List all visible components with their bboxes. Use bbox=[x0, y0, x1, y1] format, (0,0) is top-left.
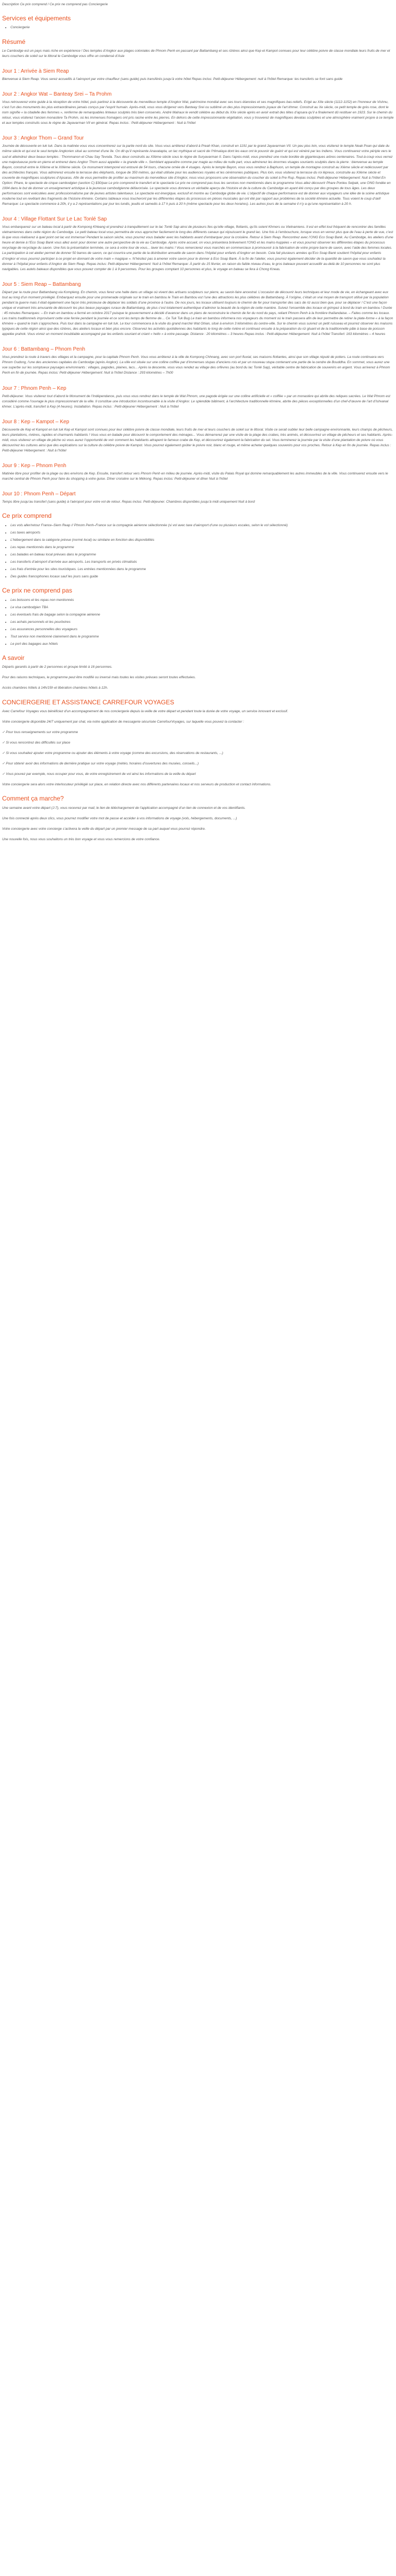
concierge-check-item: ✓ Pour obtenir avoir des informations de dernière pratique sur votre voyage (météo, horaires d’ouvertures des musées, conseils...) bbox=[2, 762, 199, 766]
concierge-heading: CONCIERGERIE ET ASSISTANCE CARREFOUR VOYAGES bbox=[2, 698, 174, 706]
list-item: • Les taxes aéroports bbox=[10, 530, 394, 536]
list-item: • Les éventuels frais de bagage selon la compagnie aérienne bbox=[10, 612, 394, 618]
concierge-check-item: ✓ Si vous rencontrez des difficultés sur place bbox=[2, 741, 71, 745]
concierge-paragraph: Votre conciergerie sera alors votre interlocuteur privilégié sur place, en relation directe avec nos différents partenaires locaux et nos serveurs de production et contact informations. bbox=[2, 783, 272, 787]
concierge-paragraph: Avec Carrefour Voyages vous bénéficiez d’un accompagnement de nos conciergerie depuis la veille de votre départ et pendant toute la durée de votre voyage, un service innovant et exclusif. bbox=[2, 709, 288, 713]
day-title: Jour 9 : Kep – Phnom Penh bbox=[2, 463, 66, 469]
day-text: Vous retrouverez votre guide à la réception de votre hôtel, puis partirez à la découverte du merveilleux temple d’Angkor Wat, patrimoine mondial avec ses tours élancées et ses magnifiques bas-reliefs. Erigé au XIIe siècle (1112-1152) en l’honneur de Vishnu, c’est l’un des monuments les plus extraordinaires jamais conçus par l’esprit humain. Après-midi, vous vous dirigerez vers Banteay Srei ou sublimé un des plus impressionnants joyaux de l’art khmer. Construit au Xe siècle, ce petit temple de grès rose, dont le nom signifie « la citadelle des femmes », renferme de remarquables linteaux sculptés très bien conservés. André Malraux le vendit célèbre au début du XXe siècle après en avoir extrait des têtes d’apsara qu’il a finalement dû restituer en 1923. Sur le chemin du retour, vous visiterez l’ancien monastère Ta Prohm, où les immenses fromagers ont pris racine entre les pierres. En dehors de cette impressionnante végétation, vous y trouverez de magnifiques devatas sculptées et une atmosphère vraiment propre à ce temple et aux temples construits sous le règne de Jayavarman VII en général. Repas inclus : Petit-déjeuner Hébergement : Nuit à l’hôtel bbox=[2, 100, 394, 125]
includes-list bbox=[10, 523, 394, 580]
concierge-check-item: ✓ Pour tous renseignements sur votre programme bbox=[2, 730, 78, 735]
list-item: • Les repas mentionnés dans le programme bbox=[10, 545, 394, 550]
day-text: Vous embarquerez sur un bateau local à partir de Kompong Khleang et prendrez à tranquillement sur le lac Tonlé Sap ainsi de plusieurs îles qu’elle village, flottants, qu’ils soient Khmers ou Vietnamiens. Il est en effet tout fréquent de rencontrer des familles vietnamiennes dans cette région du Cambodge. Le petit bateau local vous permettra de vous approcher facilement le long des différents canaux qui réjouissent le grand lac. Une fois à l’embouchure, lorsque vous en verrez plus que de l’eau à perte de vue, c’est là que vous réaliserez à quel point cet lac est immense! Pendant la saison sèche, vous pourrez vous balader avec les habitants avant d’embarquer pour la croisière. Retour à Siem Reap. Rencontrez avec l’ONG Eco Soap Bank. Au Cambodge, les ateliers d’une heure et demie à l’Eco Soap Bank vous allez avoir pour donner une autre perspective de la vie au Cambodge. Après votre accueil, on vous présentera brièvement l’ONG et les mains-huppées « et vous pourrez observer les différentes étapes du processus recyclage de recyclage du savon. Une fois la présentation terminée, ce sera à votre tour de vous... laver les mains ! Vous remercierez vous marchés en commerciaux à promouvoir à la fabrication de votre propre barre de savon, avec l’aide des femmes locales. La participation à cet atelier permet de donner 50 barres de savon, ce qui couvrira une partie de la distribution annuelle de savon dans l’hôpital pour enfants d’Angkor en besoin. Cela fait plusieurs années qu’Eco Soap Bank soutient l’hôpital pour enfants d’Angkor et vous pourrez participer à ce projet en donnant de votre main « magique ». N’hésitez pas à amener votre savon pour le donner à Eco Soap Bank. À la fin de l’atelier, vous pourrez également décider de la quantité de savon que vous souhaitez la donner à l’hôpital pour enfants d’Angkor de Siem Reap. Repas inclus: Petit-déjeuner Hébergement: Nuit à l’hôtel Remarque: À partir du 15 février, en raison du faible niveau d’eau, le gros bateaux pouvant accueillir au-delà de 10 personnes ne sont plus navigables. Les autels bateaux disponibles que vous pouvez compter de 1 à 9 personnes. Pour les groupes comptant 10 personnes et plus, le voyage en bateau se fera à Chong Kneas. bbox=[2, 225, 393, 271]
list-item: • Le port des bagages aux hôtels bbox=[10, 642, 394, 647]
day-text: Matinée libre pour profiter de la plage ou des environs de Kep. Ensuite, transfert retour vers Phnom Penh en milieu de journée. Après-midi, visite du Palais Royal qui domine remarquablement les autres immeubles de la ville. Vous continuerez ensuite vers le marché central de Phnom Penh pour faire du shopping à votre guise. Dîner croisière sur le Mékong. Repas inclus: Petit-déjeuner et dîner Nuit à l’hôtel bbox=[2, 472, 388, 481]
day-text: Découverte de Kep et Kampot en tuk tuk Kep et Kampot sont connues pour leur célèbre poivre de classe mondiale, leurs fruits de mer et leurs couchers de soleil sur le littoral. Visite ce serait oublier leur belle campagne environnante, leurs champs de pêcheurs, leurs plantations, rivières, rapides et charmants habitants ! Vous vous en balade pour découvrir le comportement des ménages... Vous démarrerez par une visite de la plage des crabes, très animés, et découvrirez un village de pêcheurs et ses habitants. Après-midi, vous visiterez un village de pêche où vous aurez l’opportunité de voir comment les habitants attrapent le fameux crabe de Kep, et découvrirez également la fabrication du sel. Vous terminerez la journée par la visite d’une plantation de poivre où vous découvrirez les cultures ainsi que des explications sur la culture du célèbre poivre de Kampot. Vous pourrez également goûter le poivre noir, blanc et rouge, et même acheter quelques souvenirs pour vos proches. Retour à Kep en fin de journée. Repas inclus : Petit-déjeuner Hébergement : Nuit à l’hôtel bbox=[2, 427, 393, 452]
day-title: Jour 5 : Siem Reap – Battambang bbox=[2, 281, 81, 287]
day-text: Bienvenue à Siem Reap. Vous serez accueillis à l’aéroport par votre chauffeur (sans guide) puis transférés jusqu’à votre hôtel Repas inclus: Petit-déjeuner Hébergement: nuit à l’hôtel Remarque: les transferts se font sans guide bbox=[2, 77, 343, 82]
page-content bbox=[0, 0, 396, 842]
services-heading: Services et équipements bbox=[2, 15, 71, 22]
savoir-paragraph: Accès chambres hôtels à 14h/15h et libération chambres hôtels à 12h. bbox=[2, 686, 108, 690]
list-item: • L’hébergement dans la catégorie prévue (normé local) ou similaire en fonction des disponibilités bbox=[10, 538, 394, 543]
comment-paragraph: Votre conciergerie avec votre concierge s’activera la veille du départ par un premier message de sa part auquel vous pourrez répondre. bbox=[2, 827, 206, 831]
day-title: Jour 6 : Battambang – Phnom Penh bbox=[2, 346, 85, 353]
day-title: Jour 2 : Angkor Wat – Banteay Srei – Ta Prohm bbox=[2, 91, 112, 98]
breadcrumb: Description Ce prix comprend / Ce prix ne comprend pas Conciergerie bbox=[2, 3, 108, 6]
day-title: Jour 3 : Angkor Thom – Grand Tour bbox=[2, 135, 84, 142]
list-item: • Conciergerie bbox=[10, 25, 394, 30]
list-item: • Tout service non mentionné clairement dans le programme bbox=[10, 634, 394, 640]
savoir-paragraph: Pour des raisons techniques, le programme peut être modifié ou inversé mais toutes les visites prévues seront toutes effectuées. bbox=[2, 676, 196, 680]
savoir-heading: A savoir bbox=[2, 654, 25, 662]
day-title: Jour 7 : Phnom Penh – Kep bbox=[2, 385, 66, 391]
concierge-check-item: ✓ Si vous souhaitez ajouter votre programme ou ajouter des éléments à votre voyage (comme des excursions, des réservations de restaurants, ...) bbox=[2, 751, 224, 756]
summary-text: Le Cambodge est un pays mais riche en expérience ! Des temples d’Angkor aux plages coloniales de Phnom Penh en passant par Battambang et ses rizières ainsi que Kep et Kampot connues pour leur célèbre poivre de classe mondiale leurs fruits de mer et leurs couchers de soleil sur le littoral le Cambodge vous offre un condensé d’Asie bbox=[2, 49, 390, 58]
concierge-check-item: ✓ Vous pouvez par exemple, nous occuper pour vous, de votre enregistrement de vol ainsi les informations de la veille du départ bbox=[2, 772, 196, 776]
comment-paragraph: Une nouvelle fois, nous vous souhaitons un très bon voyage et vous vous remercions de votre confiance. bbox=[2, 837, 160, 841]
list-item: • Les transferts d’aéroport d’arrivée aux aéroports. Les transports en privés climatisés bbox=[10, 560, 394, 565]
list-item: • Les frais d’entrée pour les sites touristiques. Les entrées mentionnées dans le programme bbox=[10, 567, 394, 572]
list-item: • Le visa cambodgien TBA bbox=[10, 605, 394, 610]
day-title: Jour 4 : Village Flottant Sur Le Lac Tonlé Sap bbox=[2, 216, 107, 223]
services-list bbox=[10, 25, 394, 30]
concierge-paragraph: Votre conciergerie disponible 24/7 uniquement par chat, via notre application de messagerie sécurisée CarrefourVoyages, sur laquelle vous pouvez la contacter : bbox=[2, 720, 244, 724]
list-item: • Les boissons et les repas non mentionnés bbox=[10, 598, 394, 603]
excludes-list bbox=[10, 598, 394, 647]
day-text: Vous prendrez la route à travers des villages et la campagne, pour la capitale Phnom Penh. Vous vous arrêterez à la ville de Kompong Chhnang, avec son port fluvial, ses maisons flottantes, ainsi que son village réputé de potiers. La route continuera vers Phnom Oudong, l’une des anciennes capitales du Cambodge (après Angkor). La ville est située sur une colline coiffée par d’immenses stupas d’anciens rois et par un nouveau stupa contenant une partie de la cendre de Bouddha. En sommet, vous aurez une vue superbe sur les somptueux paysages environnants : villages, pagodes, plaines, lacs... Après la descente, vous vous rendez au village des orfèvres (au bord du lac Tonlé Sap), véritable centre de fabrication de souvenirs en argent. Vous arriverez à Phnom Penh en fin de journée. Repas inclus: Petit-déjeuner Hébergement: Nuit à l’hôtel Distance : 293 kilomètres – 7h00 bbox=[2, 355, 390, 375]
list-item: • Les achats personnels et les pourboires bbox=[10, 620, 394, 625]
comment-paragraph: Une fois connecté après deux clics, vous pourrez modifier votre mot de passe et accéder à vos informations de voyage (vols, hébergements, documents, ...) bbox=[2, 816, 237, 820]
list-item: • Les assurances personnelles des voyageurs bbox=[10, 627, 394, 632]
day-title: Jour 1 : Arrivée à Siem Reap bbox=[2, 68, 69, 75]
list-item: • Les balades en bateau local prévues dans le programme bbox=[10, 552, 394, 558]
excludes-heading: Ce prix ne comprend pas bbox=[2, 587, 73, 595]
comment-paragraph: Une semaine avant votre départ (J-7), vous recevrez par mail, le lien de téléchargement de l’application accompagné d’un lien de connexion et de vos identifiants. bbox=[2, 806, 246, 810]
day-text: Temps libre jusqu’au transfert (sans guide) à l’aéroport pour votre vol de retour. Repas inclus: Petit-déjeuner. Chambres disponibles jusqu’à midi uniquement Nuit à bord bbox=[2, 500, 255, 504]
day-text: Départ par la route pour Battambang via Kompleng. En chemin, vous ferez une halte dans un village où vivent des artisans sculpteurs sur pierre, au savoir-faire ancestral. L’occasion de découvrir leurs techniques et leur mode de vie, en échangeant avec eux tout au long d’un moment privilégié. Embarquez ensuite pour une promenade originale sur le train en bambou le Train en Bambou est l’une des attractions les plus célèbres de Battambang. À l’origine, c’était un vrai moyen de transport utilisé par la population pendant la guerre mais il était également une façon très précieuse de déplacer les soldats d’une province à l’autre. De nos jours, les locaux utilisent toujours le chemin de fer pour transporter des sacs de riz aussi bien que, pour se déplacer ! C’est une façon unique et vraiment très amusante de découvrir les plus beaux paysages ruraux de Battambang, de plus c’est totalement authentique d’admirer la beauté de la région de cette manière. Suivez l’ensemble des locaux et grimpez à bord du train en bambou ! Durée : 45 minutes Remarques: – En train en bambou a fermé en octobre 2017 puisque le gouvernement a décidé d’avancer dans un plans de reconstruire le chemin de fer du nord du pays, reliant Phnom Penh à la frontière thaïlandaise. – Faites comme les locaux. Les trains traditionnels improvisent cette voie ferrée pendant la journée et ce sont les temps de flemme de… Ce Tuk Tuk Bug Le train en bambou informera nos voyageurs du moment où le train passera afin de leur permettre de retirer la plate-forme « à la façon khmère » quand le train s’approchera. Puis tour dans la campagne en tuk tuk. Le tour commencera à la visite du grand marché Wat Ghian, situé à environ 3 kilomètres du centre-ville. Sur le chemin vous suivrez un petit ruisseau et pourrez observer les maisons typiques de cette région ainsi que des rizières, des ateliers locaux et bien plus encore. Observez les activités quotidiennes des habitants le long de cette rivière et continuez ensuite à la préparation du riz gluant et de la traditionnelle pâte à base de poisson appelée prahok. Vous vivrez un moment inoubliable accompagné par les enfants souriant et criant « hello » à votre passage. Distance : 20 kilomètres – 3 heures Repas inclus : Petit-déjeuner Hébergement: Nuit à l’hôtel Transfert: 163 kilomètres – 4 heures bbox=[2, 290, 393, 336]
comment-heading: Comment ça marche? bbox=[2, 795, 64, 803]
day-text: Petit-déjeuner. Vous visiterez tout d’abord le Monument de l’Indépendance, puis vous vous rendrez dans le temple de Wat Phnom, une pagode érigée sur une colline artificielle et « coiffée » par un monastère qui abrite des reliques sacrées. Le Wat Phnom est considéré comme l’ouvrage le plus impressionnant de la ville. Il constitue une introduction incontournable à la visite d’Angkor. Le splendide bâtiment, à l’architecture traditionnelle khmère, abrite des pièces exceptionnelles d’un chef-d’œuvre de l’art d’Ishvanal khmer. L’après-midi, transfert à Kep (4 heures). Installation. Repas inclus : Petit-déjeuner Hébergement : Nuit à l’hôtel bbox=[2, 394, 390, 409]
summary-heading: Résumé bbox=[2, 38, 26, 45]
savoir-paragraph: Départs garantis à partir de 2 personnes et groupe limité à 16 personnes. bbox=[2, 665, 113, 669]
list-item: • Les vols aller/retour France–Siem Reap // Phnom Penh–France sur la compagnie aérienne sélectionnée (si vol avec taxe d’aéroport d’une ou plusieurs escales, selon le vol sélectionné) bbox=[10, 523, 394, 528]
includes-heading: Ce prix comprend bbox=[2, 512, 52, 520]
day-title: Jour 8 : Kep – Kampot – Kep bbox=[2, 419, 69, 425]
day-text: Journée de découverte en tuk tuk. Dans la matinée vous vous concentrerez sur la partie nord du site. Vous vous arrêterez d’abord à Preah Khan, construit en 1191 par le grand Jayavarman VII. Un peu plus loin, vous visiterez le temple Neak Poan qui date du même siècle et qui est le seul temple Angkorien situé au sommet d’une île. On dit qu’il représente Anavatapta, un lac mythique et sacré de l’Himalaya dont les eaux ont le pouvoir de guérir et qui est vénéré par les Indiens. Vous continuerez votre périple vers le sud et atteindrez deux beaux temples : Thommanon et Chau Say Tevoda. Tous deux construits au XIIème siècle sous le règne de Suryavarman II. Dans l’après-midi, vous prendrez une route bordée de gigantesques arbres centenaires. Tout-à-coup vous verrez une majestueuse porte en pierre et entrerez dans Angkor Thom aussi appelée « la grande ville ». Semblant apparaître comme par magie au milieu de nulle part, vous admirerez les énormes visages souriants sculptés dans la pierre : bienvenue au temple Bayon, construit entre le XIIème et le XIIIème siècle. Ce monument intemporel est entouré de 54 tours, chacune ornée de 4 visages. Après le temple Bayon, vous vous rendrez à Baphuon, un temple de montagne construit au XIème siècle et redécouvert par des architectes français. Vous admirerez ensuite la terrasse des éléphants, longue de 350 mètres, qui était utilisée pour les audiences royales et les cérémonies publiques. Plus loin, vous visiterez la terrasse du roi lépreux, construite au XIIème siècle et couverte de magnifiques sculptures d’Apsaras. Afin de vous permettre de profiter au maximum du merveilleux site d’Angkor, nous vous proposons une observation du coucher du soleil à Pre Rup. Repas inclus: Petit-déjeuner Hébergement: Nuit à l’hôtel En Option: Phare, le spectacle de cirque cambodgien (section C) $30/pax Le prix comprend le transfert et le spectacle Le prix ne comprend pas tous les services non mentionnés dans le programme Vous allez découvrir Phare Ponleu Selpak, une ONG fondée en 1994 dans le but de donner un enseignement artistique à la jeunesse cambodgienne défavorisée. Le spectacle vous donnera un véritable aperçu de l’histoire et de la culture du Cambodge en ayant été conçu par des groupes de tous âges. Les deux performances sont exécutées avec professionnalisme par de jeunes artistes talentueux. Le spectacle est énergique, exclusif et montre au Cambodge globe de vie. L’objectif de chaque performance est de donner aux voyageurs une idée de la scène artistique moderne tout en revêtant des fragments de l’histoire khmère. Certains tableaux vous toucheront par les différentes étapes du processus en pièces musicales qui ont été par rapport aux problèmes de la société khmère actuelle. Tous voient le coup d’œil! Remarque: Le spectacle commence à 20h, il y a 2 représentations par jour les lundis, jeudis et samedis à 17 h puis à 20 h (même spectacle pour les deux horaires). Les autres jours de la semaine il n’y a qu’une représentation à 20 h. bbox=[2, 144, 393, 206]
list-item: • Des guides francophones locaux sauf les jours sans guide bbox=[10, 574, 394, 579]
day-title: Jour 10 : Phnom Penh – Départ bbox=[2, 491, 76, 497]
